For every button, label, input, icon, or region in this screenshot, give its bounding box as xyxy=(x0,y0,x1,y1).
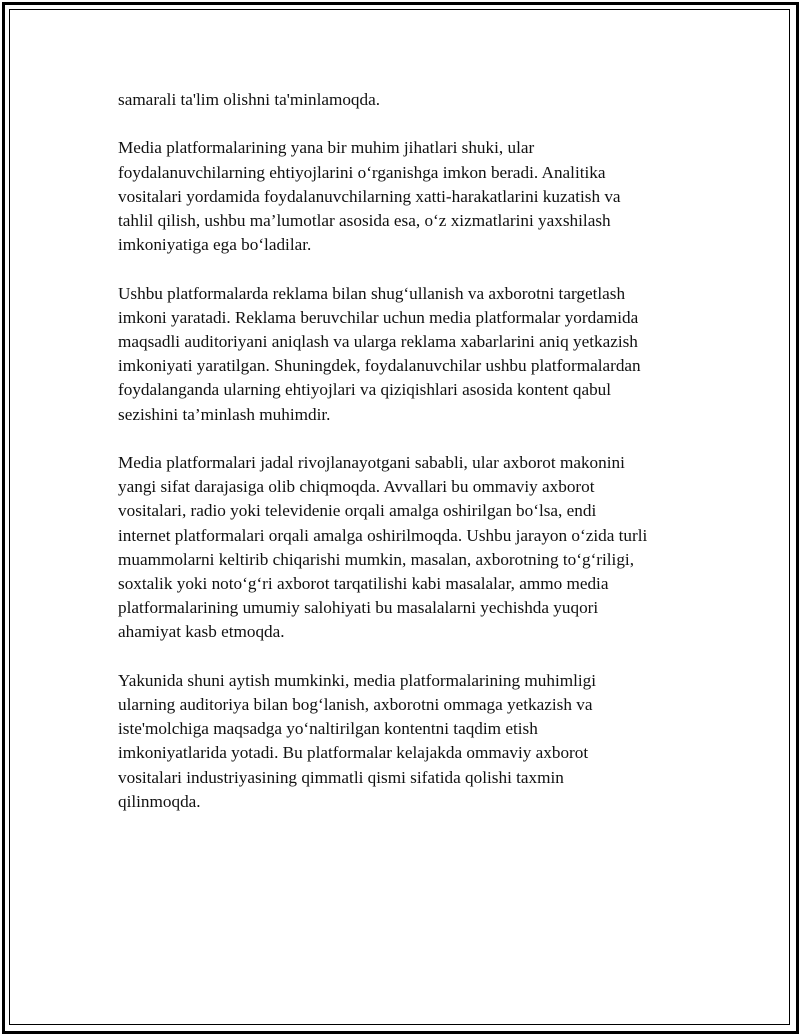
text-line: vositalari, radio yoki televidenie orqali amalga oshirilgan bo‘lsa, endi xyxy=(118,501,597,521)
text-line: ahamiyat kasb etmoqda. xyxy=(118,622,285,642)
text-line: foydalanganda ularning ehtiyojlari va qiziqishlari asosida kontent qabul xyxy=(118,380,612,400)
text-line: imkoni yaratadi. Reklama beruvchilar uchun media platformalar yordamida xyxy=(118,307,639,327)
paragraph-5 xyxy=(118,669,678,814)
text-line: muammolarni keltirib chiqarishi mumkin, masalan, axborotning to‘g‘riligi, xyxy=(118,549,635,569)
text-line: maqsadli auditoriyani aniqlash va ularga reklama xabarlarini aniq yetkazish xyxy=(118,332,638,351)
text-line: imkoniyati yaratilgan. Shuningdek, foydalanuvchilar ushbu platformalardan xyxy=(118,356,641,376)
text-line: yangi sifat darajasiga olib chiqmoqda. Avvallari bu ommaviy axborot xyxy=(118,477,595,497)
text-line: Media platformalari jadal rivojlanayotgani sababli, ular axborot makonini xyxy=(118,453,625,472)
text-line: vositalari industriyasining qimmatli qismi sifatida qolishi taxmin xyxy=(118,767,564,787)
text-line: sezishini ta’minlash muhimdir. xyxy=(118,404,331,424)
document-body xyxy=(118,88,678,838)
text-line: foydalanuvchilarning ehtiyojlarini o‘rganishga imkon beradi. Analitika xyxy=(118,162,606,182)
paragraph-2 xyxy=(118,136,678,257)
text-line: Yakunida shuni aytish mumkinki, media platformalarining muhimligi xyxy=(118,670,597,690)
text-line: internet platformalari orqali amalga oshirilmoqda. Ushbu jarayon o‘zida turli xyxy=(118,525,648,545)
text-line: samarali ta'lim olishni ta'minlamoqda. xyxy=(118,90,381,109)
text-line: iste'molchiga maqsadga yo‘naltirilgan kontentni taqdim etish xyxy=(118,719,538,739)
text-line: soxtalik yoki noto‘g‘ri axborot tarqatilishi kabi masalalar, ammo media xyxy=(118,574,609,594)
text-line: qilinmoqda. xyxy=(118,791,201,811)
paragraph-3 xyxy=(118,282,678,427)
text-line: vositalari yordamida foydalanuvchilarning xatti-harakatlarini kuzatish va xyxy=(118,186,621,206)
paragraph-1 xyxy=(118,88,678,112)
text-line: Media platformalarining yana bir muhim jihatlari shuki, ular xyxy=(118,138,535,158)
text-line: tahlil qilish, ushbu ma’lumotlar asosida esa, o‘z xizmatlarini yaxshilash xyxy=(118,211,611,230)
text-line: imkoniyatlarida yotadi. Bu platformalar kelajakda ommaviy axborot xyxy=(118,743,589,763)
text-line: imkoniyatiga ega bo‘ladilar. xyxy=(118,235,312,255)
paragraph-4 xyxy=(118,451,678,645)
text-line: Ushbu platformalarda reklama bilan shug‘ullanish va axborotni targetlash xyxy=(118,283,626,303)
text-line: ularning auditoriya bilan bog‘lanish, axborotni ommaga yetkazish va xyxy=(118,695,593,715)
text-line: platformalarining umumiy salohiyati bu masalalarni yechishda yuqori xyxy=(118,598,599,618)
